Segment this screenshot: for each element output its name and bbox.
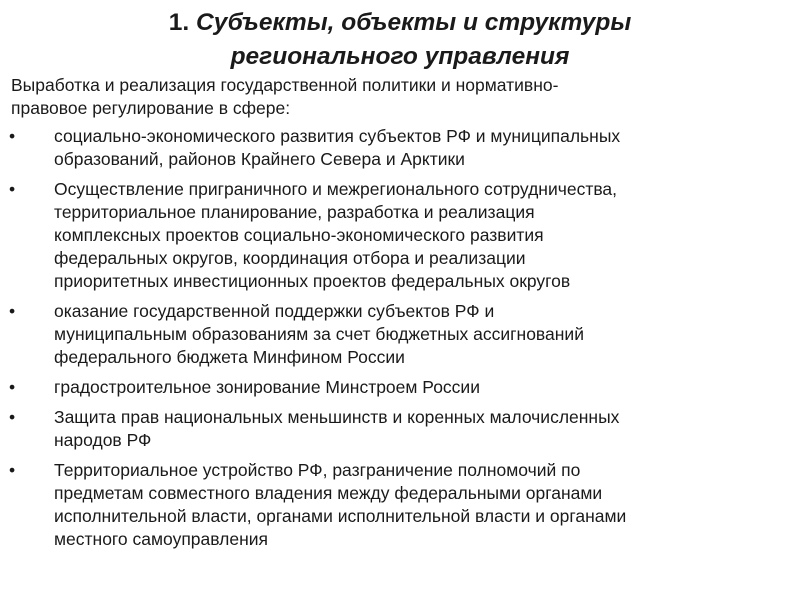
bullet-line: муниципальным образованиям за счет бюджетных ассигнований <box>54 324 584 344</box>
title-line-1: Субъекты, объекты и структуры <box>196 9 632 36</box>
bullet-line: градостроительное зонирование Минстроем России <box>54 377 480 397</box>
bullet-item <box>0 125 800 171</box>
bullet-marker: • <box>9 460 16 480</box>
intro-line-1: Выработка и реализация государственной политики и нормативно- <box>11 75 559 95</box>
bullet-line: приоритетных инвестиционных проектов федеральных округов <box>54 271 571 291</box>
bullet-line: образований, районов Крайнего Севера и Арктики <box>54 149 465 169</box>
bullet-item <box>0 459 800 551</box>
bullet-line: исполнительной власти, органами исполнительной власти и органами <box>54 506 627 526</box>
bullet-marker: • <box>9 179 16 199</box>
bullet-marker: • <box>9 407 16 427</box>
bullet-line: социально-экономического развития субъектов РФ и муниципальных <box>54 126 621 146</box>
bullet-line: предметам совместного владения между федеральными органами <box>54 483 603 503</box>
bullet-list <box>0 125 800 558</box>
bullet-line: народов РФ <box>54 430 152 450</box>
bullet-item <box>0 406 800 452</box>
bullet-line: Территориальное устройство РФ, разграничение полномочий по <box>54 460 581 480</box>
bullet-marker: • <box>9 126 16 146</box>
bullet-item <box>0 300 800 369</box>
bullet-item <box>0 178 800 293</box>
slide-title <box>0 6 800 74</box>
bullet-marker: • <box>9 301 16 321</box>
intro-line-2: правовое регулирование в сфере: <box>11 98 291 118</box>
bullet-item <box>0 376 800 399</box>
bullet-line: комплексных проектов социально-экономического развития <box>54 225 544 245</box>
bullet-line: оказание государственной поддержки субъектов РФ и <box>54 301 495 321</box>
title-line-2: регионального управления <box>230 43 570 70</box>
bullet-line: местного самоуправления <box>54 529 269 549</box>
bullet-marker: • <box>9 377 16 397</box>
intro-paragraph <box>11 74 791 120</box>
bullet-line: федерального бюджета Минфином России <box>54 347 405 367</box>
bullet-line: Защита прав национальных меньшинств и коренных малочисленных <box>54 407 620 427</box>
bullet-line: федеральных округов, координация отбора и реализации <box>54 248 526 268</box>
bullet-line: территориальное планирование, разработка и реализация <box>54 202 535 222</box>
bullet-line: Осуществление приграничного и межрегионального сотрудничества, <box>54 179 618 199</box>
title-number: 1. <box>168 9 190 36</box>
